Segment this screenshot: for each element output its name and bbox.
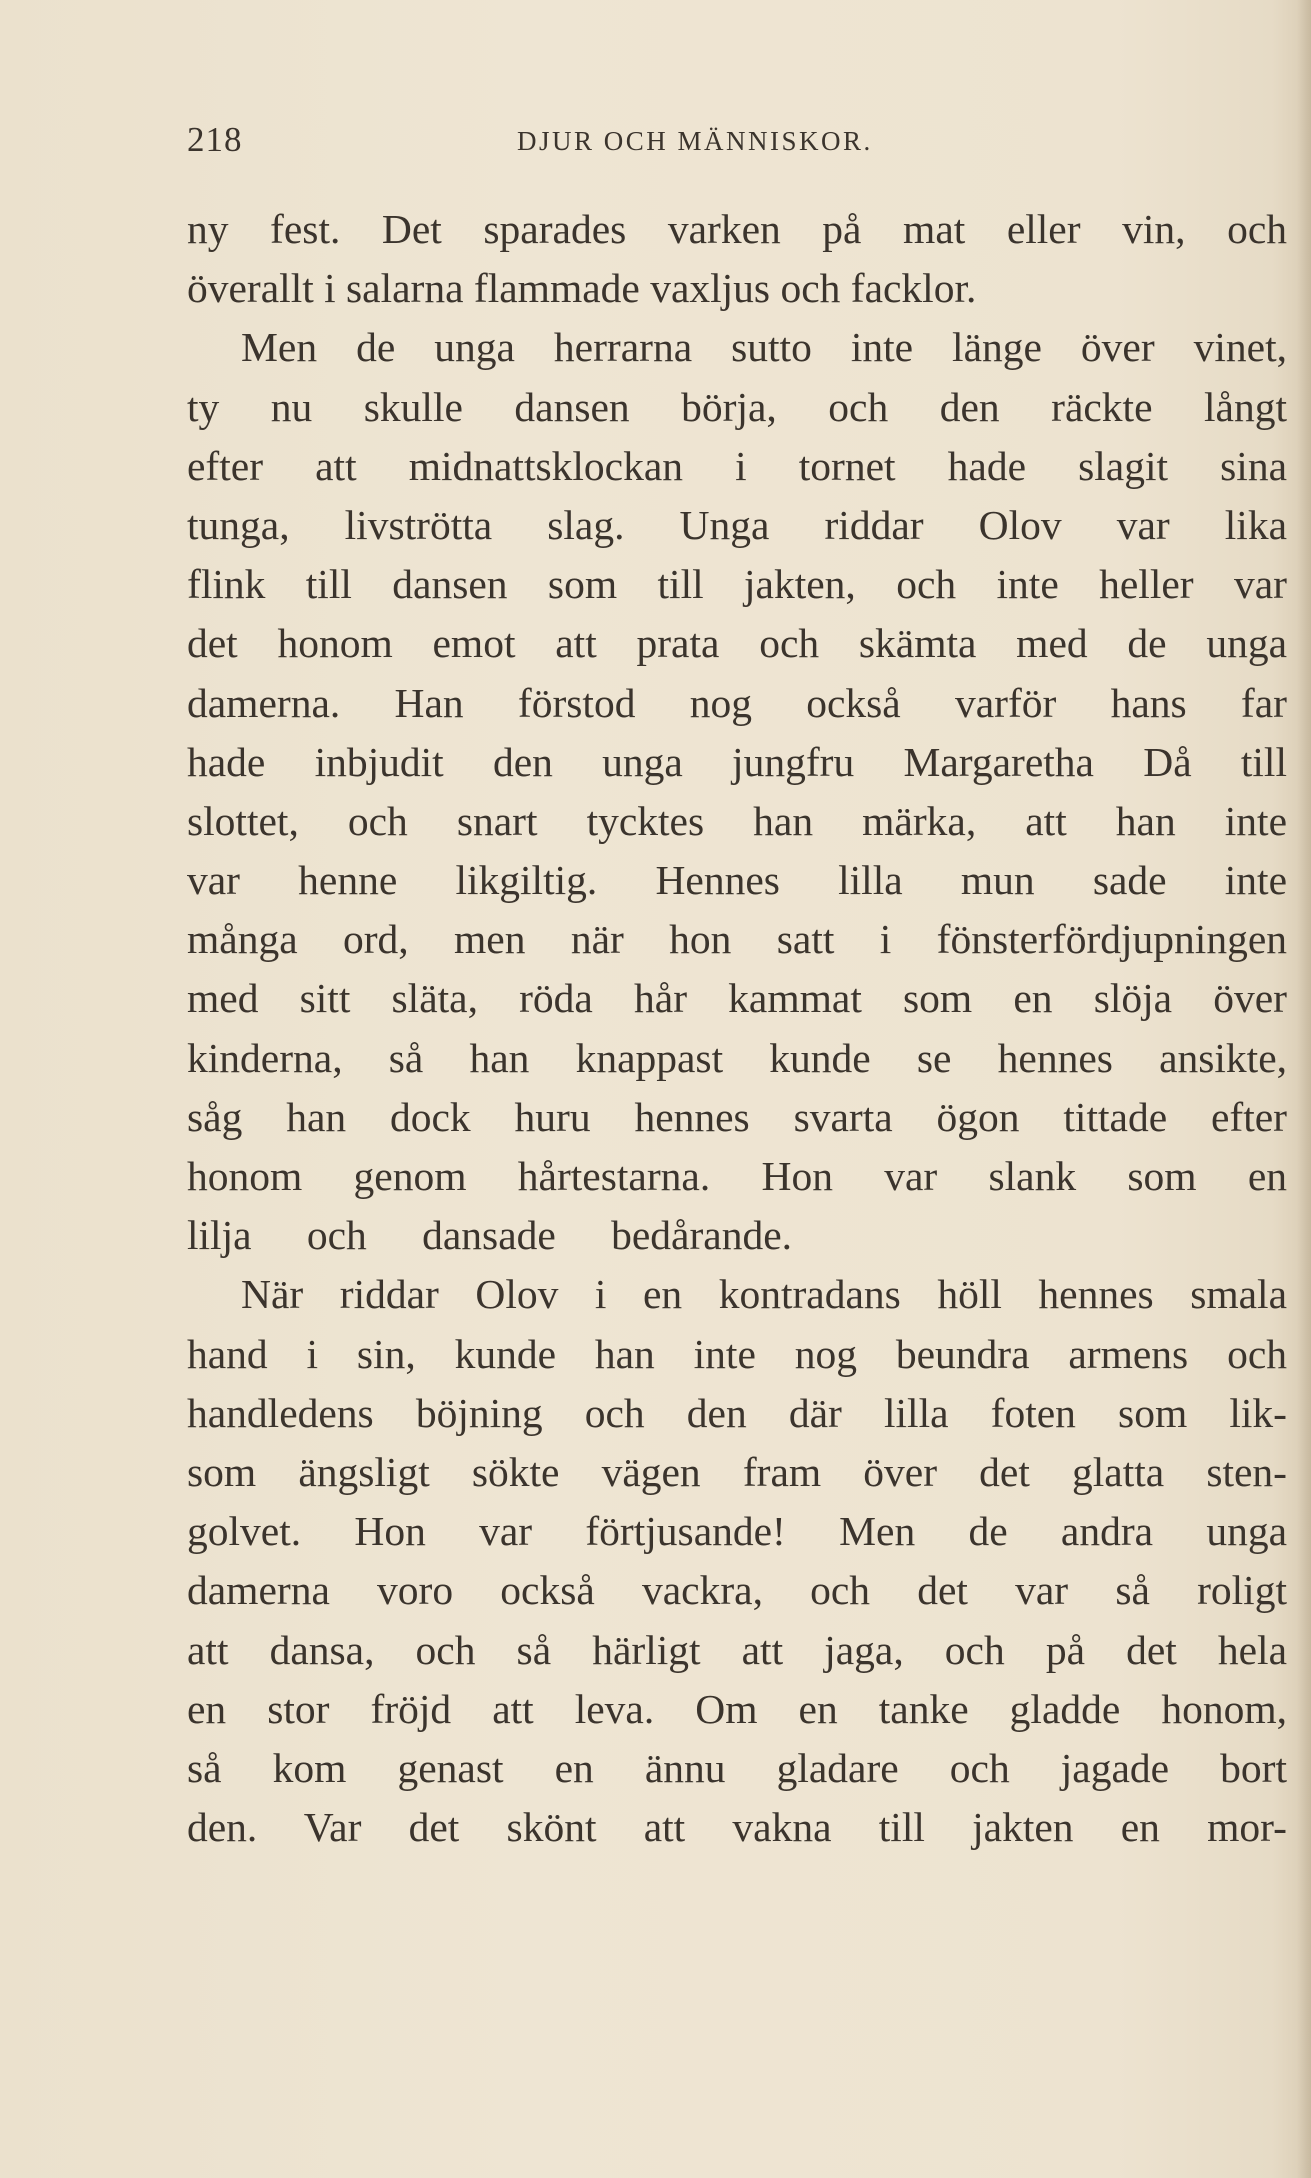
running-title: DJUR OCH MÄNNISKOR. — [517, 126, 873, 156]
text-line: När riddar Olov i en kontradans höll hennes smala — [241, 1271, 1287, 1318]
text-line: tunga, livströtta slag. Unga riddar Olov var lika — [187, 501, 1287, 548]
text-line: honom genom hårtestarna. Hon var slank som en — [187, 1153, 1287, 1199]
text-line: slottet, och snart tycktes han märka, att han inte — [187, 797, 1287, 844]
text-line: ny fest. Det sparades varken på mat eller vin, och — [187, 206, 1287, 252]
text-line: den. Var det skönt att vakna till jakten en mor- — [187, 1804, 1287, 1851]
text-line: så kom genast en ännu gladare och jagade bort — [187, 1744, 1287, 1791]
text-line: att dansa, och så härligt att jaga, och på det hela — [187, 1626, 1287, 1673]
text-line: ty nu skulle dansen börja, och den räckte långt — [187, 383, 1287, 430]
text-line: såg han dock huru hennes svarta ögon tittade efter — [187, 1093, 1287, 1140]
page-number: 218 — [187, 120, 243, 159]
text-line: damerna. Han förstod nog också varför hans far — [187, 679, 1287, 726]
text-line: kinderna, så han knappast kunde se hennes ansikte, — [187, 1034, 1287, 1081]
text-line: handledens böjning och den där lilla foten som lik- — [187, 1389, 1287, 1436]
text-line: damerna voro också vackra, och det var så roligt — [187, 1567, 1287, 1614]
text-line: Men de unga herrarna sutto inte länge över vinet, — [241, 324, 1287, 371]
text-line: efter att midnattsklockan i tornet hade slagit sina — [187, 442, 1287, 489]
text-line: lilja och dansade bedårande. — [187, 1212, 792, 1259]
text-line: flink till dansen som till jakten, och inte heller var — [187, 561, 1287, 608]
page-edge-shadow — [1297, 0, 1311, 2178]
text-line: en stor fröjd att leva. Om en tanke gladde honom, — [187, 1685, 1287, 1732]
running-head — [187, 120, 1287, 160]
text-line: överallt i salarna flammade vaxljus och facklor. — [187, 265, 977, 312]
text-line: många ord, men när hon satt i fönsterfördjupningen — [187, 916, 1287, 963]
text-line: golvet. Hon var förtjusande! Men de andra unga — [187, 1508, 1287, 1555]
text-line: hand i sin, kunde han inte nog beundra armens och — [187, 1330, 1287, 1377]
text-line: som ängsligt sökte vägen fram över det glatta sten- — [187, 1448, 1287, 1495]
text-line: med sitt släta, röda hår kammat som en slöja över — [187, 975, 1287, 1022]
text-line: var henne likgiltig. Hennes lilla mun sade inte — [187, 857, 1287, 904]
text-line: det honom emot att prata och skämta med de unga — [187, 620, 1287, 667]
body-text — [187, 200, 1287, 1857]
text-line: hade inbjudit den unga jungfru Margaretha Då till — [187, 738, 1287, 785]
